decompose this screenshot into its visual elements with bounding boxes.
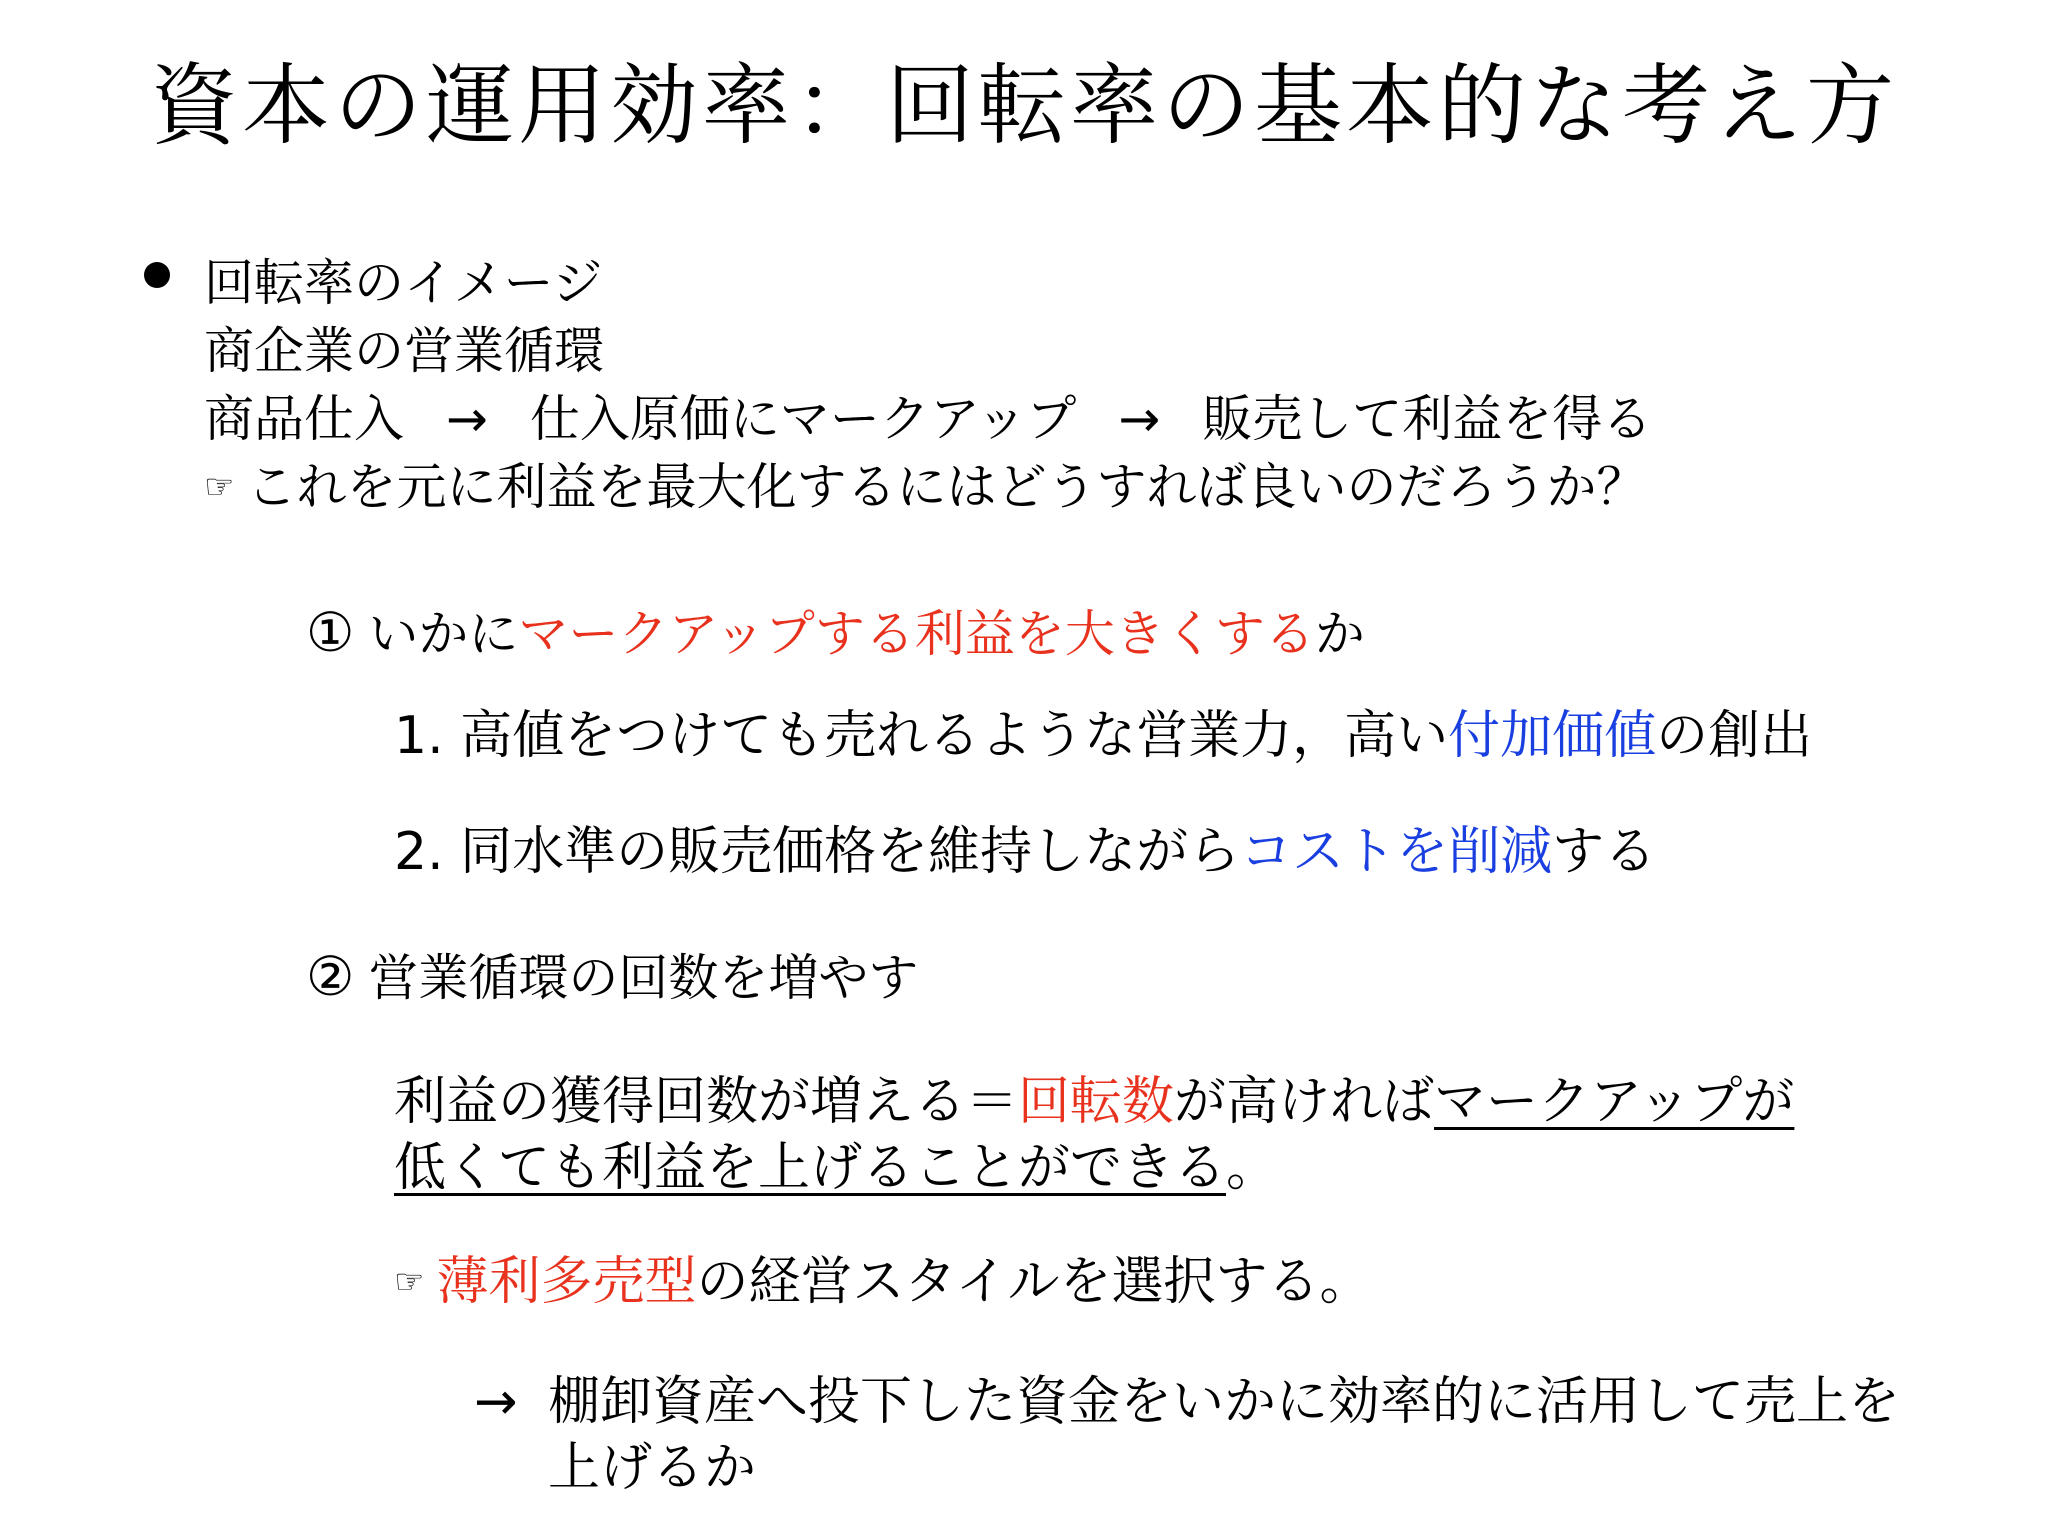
item1-post: か: [1314, 605, 1365, 663]
conclusion-line1: [474, 1372, 1901, 1432]
item2-para-underline2: 低くても利益を上げることができる: [394, 1138, 1227, 1198]
flow-step-sell: 販売して利益を得る: [1202, 390, 1653, 448]
item1-sub1-pre: 1. 高値をつけても売れるような営業力，高い: [394, 706, 1449, 766]
item2-para-line2: [394, 1138, 1279, 1198]
flow-arrow-icon: →: [1118, 390, 1161, 448]
item2-para-post: 。: [1226, 1138, 1279, 1198]
pointing-hand-icon: ☞: [204, 467, 235, 507]
item1-sub2: [394, 822, 1657, 882]
page-title: 資本の運用効率：回転率の基本的な考え方: [149, 54, 1898, 157]
item1-sub1: [394, 706, 1813, 766]
item1-sub2-post: する: [1552, 822, 1657, 882]
right-arrow-icon: →: [474, 1372, 518, 1432]
question-line: [204, 458, 1647, 516]
circled-one-icon: ①: [306, 601, 355, 664]
item2-para-highlight: 回転数: [1018, 1072, 1175, 1132]
item2-style-post: の経営スタイルを選択する。: [696, 1252, 1372, 1312]
item2-para-underline1: マークアップが: [1434, 1072, 1795, 1132]
item2-style-line: [394, 1252, 1372, 1312]
item2-para-mid: が高ければ: [1174, 1072, 1435, 1132]
item2-style-highlight: 薄利多売型: [436, 1252, 697, 1312]
item1-sub2-highlight: コストを削減: [1240, 822, 1553, 882]
item1-sub1-post: の創出: [1656, 706, 1813, 766]
question-text: これを元に利益を最大化するにはどうすれば良いのだろうか？: [246, 458, 1647, 516]
bullet-dot: [144, 262, 170, 288]
flow-step-markup: 仕入原価にマークアップ: [529, 390, 1077, 448]
flow-arrow-icon: →: [446, 390, 488, 448]
pointing-hand-icon: ☞: [394, 1262, 425, 1302]
item2-para-pre: 利益の獲得回数が増える＝: [394, 1072, 1019, 1132]
item2-heading-text: 営業循環の回数を増やす: [368, 949, 919, 1007]
conclusion-line2: 上げるか: [548, 1438, 757, 1498]
item2-para-line1: [394, 1072, 1795, 1132]
item1-heading: [306, 601, 1365, 664]
conclusion-text-1: 棚卸資産へ投下した資金をいかに効率的に活用して売上を: [548, 1372, 1901, 1432]
item1-highlight: マークアップする利益を大きくする: [518, 605, 1315, 663]
item1-sub2-pre: 2. 同水準の販売価格を維持しながら: [394, 822, 1241, 882]
flow-step-purchase: 商品仕入: [204, 390, 404, 448]
item1-sub1-highlight: 付加価値: [1448, 706, 1657, 766]
circled-two-icon: ②: [306, 945, 355, 1008]
item1-pre: いかに: [368, 605, 519, 663]
bullet-line-2: 商企業の営業循環: [204, 322, 604, 380]
bullet-line-1: 回転率のイメージ: [204, 254, 603, 312]
flow-line: [204, 390, 1653, 448]
item2-heading: [306, 945, 919, 1008]
